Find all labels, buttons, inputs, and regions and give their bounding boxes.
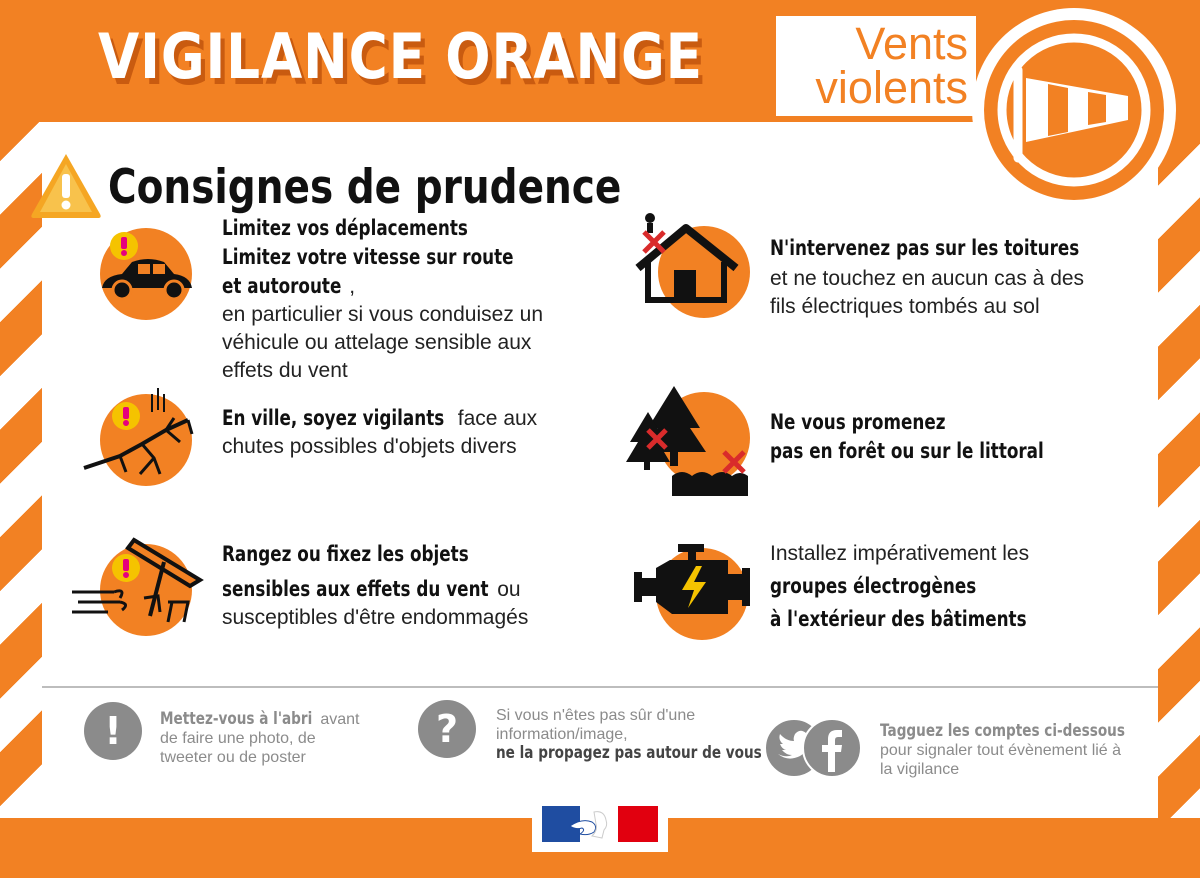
hazard-label-line1: Vents bbox=[855, 18, 968, 69]
footer-shelter-text-2: de faire une photo, de bbox=[160, 730, 316, 747]
advice-objects-text-2: susceptibles d'être endommagés bbox=[222, 606, 529, 629]
footer-social-bold: Tagguez les comptes ci-dessous bbox=[880, 721, 1125, 741]
hazard-label-box bbox=[776, 16, 976, 116]
advice-generator-text: Installez impérativement les bbox=[770, 542, 1030, 565]
footer-social-text-1: pour signaler tout évènement lié à bbox=[880, 742, 1122, 759]
advice-car-bold-3: et autoroute bbox=[222, 274, 342, 298]
advice-objects-bold-2: sensibles aux effets du vent bbox=[222, 577, 489, 601]
windsock-icon bbox=[972, 8, 1176, 212]
advice-city-text-2: chutes possibles d'objets divers bbox=[222, 435, 517, 458]
advice-roof-bold: N'intervenez pas sur les toitures bbox=[770, 236, 1080, 260]
footer-unsure-bold: ne la propagez pas autour de vous bbox=[496, 743, 762, 763]
generator-engine-icon bbox=[632, 542, 754, 638]
facebook-icon[interactable] bbox=[803, 719, 861, 777]
footer-social-text-2: la vigilance bbox=[880, 761, 960, 778]
footer-shelter-text-1: avant bbox=[320, 711, 360, 728]
advice-objects-bold-1: Rangez ou fixez les objets bbox=[222, 542, 469, 566]
advice-car-bold-1: Limitez vos déplacements bbox=[222, 216, 468, 240]
footer-unsure-text-2: information/image, bbox=[496, 726, 628, 743]
footer-social bbox=[880, 722, 1186, 779]
advice-car-text-3: effets du vent bbox=[222, 359, 348, 382]
advice-car-text-1: en particulier si vous conduisez un bbox=[222, 303, 544, 326]
advice-generator-bold-1: groupes électrogènes bbox=[770, 574, 977, 598]
house-roof-icon bbox=[630, 210, 750, 310]
advice-roof-text-2: fils électriques tombés au sol bbox=[770, 295, 1040, 318]
exclamation-icon: ! bbox=[84, 702, 142, 760]
footer-shelter-bold: Mettez-vous à l'abri bbox=[160, 709, 313, 729]
advice-roof bbox=[770, 234, 1157, 321]
advice-objects-text-1: ou bbox=[497, 578, 521, 601]
logo-box bbox=[532, 796, 668, 852]
advice-city bbox=[222, 404, 537, 461]
social-icons bbox=[764, 716, 864, 780]
advice-forest-bold-1: Ne vous promenez bbox=[770, 410, 946, 434]
windsock-badge bbox=[972, 8, 1176, 212]
french-flag-logo bbox=[532, 796, 668, 852]
falling-branch-icon bbox=[80, 382, 200, 482]
advice-generator-bold-2: à l'extérieur des bâtiments bbox=[770, 607, 1027, 631]
hazard-label bbox=[815, 18, 968, 113]
advice-city-bold: En ville, soyez vigilants bbox=[222, 406, 445, 430]
footer-shelter bbox=[160, 710, 360, 767]
advice-car bbox=[222, 214, 586, 385]
forest-coast-icon bbox=[626, 382, 756, 500]
advice-city-text-1: face aux bbox=[457, 407, 538, 430]
umbrella-wind-icon bbox=[68, 532, 208, 632]
hazard-label-line2: violents bbox=[815, 62, 968, 113]
advice-forest bbox=[770, 408, 1112, 466]
advice-car-bold-2: Limitez votre vitesse sur route bbox=[222, 245, 514, 269]
advice-objects bbox=[222, 540, 555, 632]
advice-car-comma: , bbox=[349, 275, 356, 298]
warning-triangle-icon bbox=[28, 150, 104, 220]
page-title: VIGILANCE ORANGE bbox=[98, 20, 703, 93]
advice-car-text-2: véhicule ou attelage sensible aux bbox=[222, 331, 532, 354]
footer-shelter-text-3: tweeter ou de poster bbox=[160, 749, 306, 766]
question-icon: ? bbox=[418, 700, 476, 758]
footer-unsure-text-1: Si vous n'êtes pas sûr d'une bbox=[496, 707, 696, 724]
car-icon bbox=[98, 232, 198, 308]
footer-divider bbox=[42, 686, 1158, 688]
advice-roof-text-1: et ne touchez en aucun cas à des bbox=[770, 267, 1085, 290]
section-title: Consignes de prudence bbox=[108, 160, 622, 215]
advice-forest-bold-2: pas en forêt ou sur le littoral bbox=[770, 439, 1044, 463]
advice-generator bbox=[770, 540, 1091, 634]
